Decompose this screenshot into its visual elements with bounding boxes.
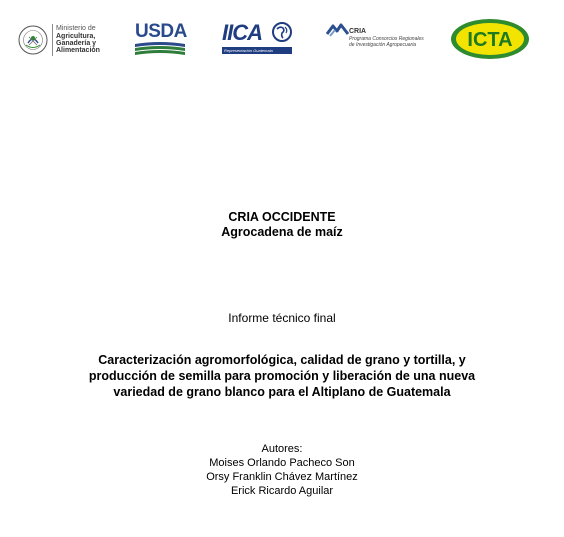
icta-wordmark: ICTA — [467, 29, 513, 51]
usda-landscape-icon — [135, 41, 185, 56]
report-title-line-1: Caracterización agromorfológica, calidad de grano y tortilla, y — [98, 353, 466, 367]
guatemala-coat-of-arms-seal — [18, 25, 48, 55]
icta-logo — [450, 18, 530, 60]
iica-wordmark: IICA — [222, 20, 262, 45]
usda-wordmark: USDA — [135, 21, 187, 42]
maga-line-1: Ministerio de — [56, 25, 96, 32]
globe-icon — [272, 22, 292, 42]
author-name: Moises Orlando Pacheco Son — [209, 457, 355, 469]
iica-band-text: Representación Guatemala — [224, 48, 273, 53]
iica-logo — [222, 20, 294, 58]
usda-logo — [135, 22, 185, 56]
author-name: Orsy Franklin Chávez Martínez — [206, 471, 358, 483]
logo-bar — [0, 0, 564, 80]
cria-logo — [326, 22, 426, 56]
maga-line-4: Alimentación — [56, 47, 100, 54]
author-name: Erick Ricardo Aguilar — [230, 485, 334, 497]
org-title: CRIA OCCIDENTE — [228, 210, 336, 224]
cria-chevron-icon — [326, 22, 350, 38]
report-title-line-2: producción de semilla para promoción y liberación de una nueva — [88, 369, 476, 383]
cria-line-1: Programa Consorcios Regionales — [349, 36, 424, 42]
maga-divider — [52, 24, 53, 56]
report-title-line-3: variedad de grano blanco para el Altiplano de Guatemala — [113, 385, 451, 399]
maga-logo — [18, 22, 118, 60]
maga-line-2: Agricultura, — [56, 33, 96, 40]
authors-label: Autores: — [261, 443, 303, 455]
cria-wordmark: CRIA — [349, 28, 367, 35]
cria-line-2: de Investigación Agropecuaria — [349, 42, 417, 48]
maga-line-3: Ganadería y — [56, 40, 97, 47]
report-type: Informe técnico final — [228, 311, 336, 325]
org-subtitle: Agrocadena de maíz — [221, 225, 343, 239]
